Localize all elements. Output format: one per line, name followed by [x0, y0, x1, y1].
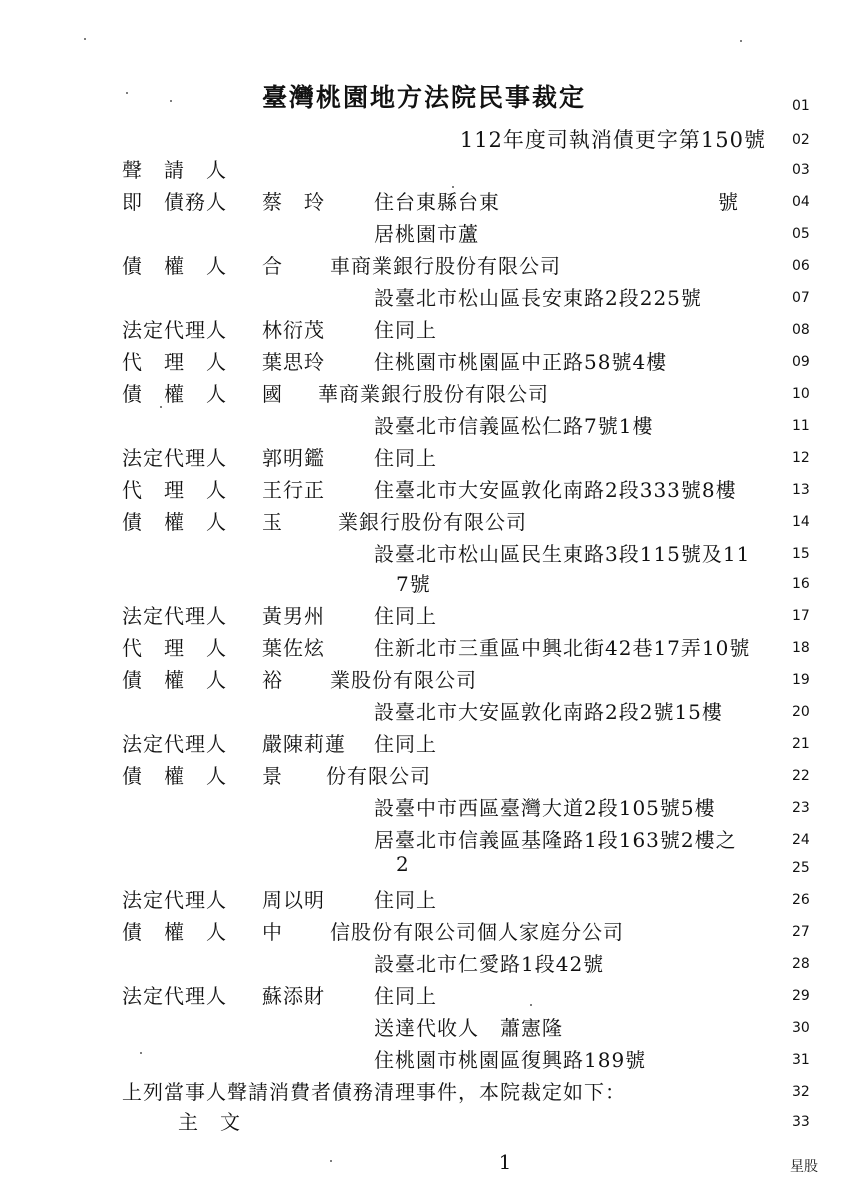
line-number: 19	[792, 672, 810, 688]
line-text: 住同上	[374, 604, 437, 628]
line-text: 葉佐炫	[262, 636, 325, 660]
line-number: 14	[792, 514, 810, 530]
page-number: 1	[498, 1150, 512, 1174]
line-number: 12	[792, 450, 810, 466]
line-text: 住桃園市桃園區復興路189號	[374, 1048, 647, 1072]
line-text: 華商業銀行股份有限公司	[318, 382, 549, 406]
line-text: 設臺北市松山區民生東路3段115號及11	[374, 542, 751, 566]
line-number: 03	[792, 162, 810, 178]
line-text: 主 文	[178, 1110, 241, 1134]
line-number: 23	[792, 800, 810, 816]
case-number: 112年度司執消債更字第150號	[459, 128, 766, 152]
line-text: 居臺北市信義區基隆路1段163號2樓之	[374, 828, 737, 852]
scan-speck	[330, 1160, 332, 1162]
scan-speck	[140, 1052, 142, 1054]
line-text: 住同上	[374, 984, 437, 1008]
line-text: 2	[396, 852, 410, 876]
line-text: 業銀行股份有限公司	[338, 510, 527, 534]
line-text: 上列當事人聲請消費者債務清理事件，本院裁定如下：	[122, 1080, 626, 1104]
line-number: 27	[792, 924, 810, 940]
line-number: 21	[792, 736, 810, 752]
scan-speck	[452, 186, 454, 188]
line-text: 法定代理人	[122, 984, 227, 1008]
line-text: 居桃園市蘆	[374, 222, 479, 246]
line-text: 法定代理人	[122, 604, 227, 628]
line-number: 25	[792, 860, 810, 876]
line-text: 住台東縣台東	[374, 190, 500, 214]
section-label: 星股	[790, 1159, 818, 1175]
line-text: 法定代理人	[122, 446, 227, 470]
line-text: 業股份有限公司	[330, 668, 477, 692]
line-text: 住臺北市大安區敦化南路2段333號8樓	[374, 478, 737, 502]
line-number: 06	[792, 258, 810, 274]
line-number: 31	[792, 1052, 810, 1068]
line-text: 國	[262, 382, 283, 406]
scan-speck	[160, 406, 162, 408]
line-number: 16	[792, 576, 810, 592]
line-text: 住新北市三重區中興北街42巷17弄10號	[374, 636, 751, 660]
document-title: 臺灣桃園地方法院民事裁定	[261, 83, 586, 112]
line-number: 08	[792, 322, 810, 338]
line-text: 設臺北市松山區長安東路2段225號	[374, 286, 702, 310]
line-number: 29	[792, 988, 810, 1004]
line-number: 15	[792, 546, 810, 562]
line-number: 22	[792, 768, 810, 784]
line-number: 32	[792, 1084, 810, 1100]
line-text: 法定代理人	[122, 732, 227, 756]
line-number: 01	[792, 98, 810, 114]
line-number: 13	[792, 482, 810, 498]
line-text: 中	[262, 920, 283, 944]
scan-speck	[126, 92, 128, 94]
line-text: 設臺中市西區臺灣大道2段105號5樓	[374, 796, 716, 820]
line-text: 裕	[262, 668, 283, 692]
line-text: 林衍茂	[262, 318, 325, 342]
line-number: 07	[792, 290, 810, 306]
line-text: 號	[718, 190, 739, 214]
line-text: 設臺北市信義區松仁路7號1樓	[374, 414, 654, 438]
line-text: 玉	[262, 510, 283, 534]
line-text: 設臺北市大安區敦化南路2段2號15樓	[374, 700, 723, 724]
line-text: 王行正	[262, 478, 325, 502]
line-text: 代 理 人	[122, 478, 227, 502]
line-number: 02	[792, 132, 810, 148]
line-text: 蘇添財	[262, 984, 325, 1008]
line-number: 05	[792, 226, 810, 242]
line-text: 債 權 人	[122, 764, 227, 788]
line-text: 住同上	[374, 888, 437, 912]
line-number: 24	[792, 832, 810, 848]
line-text: 住同上	[374, 318, 437, 342]
line-text: 代 理 人	[122, 636, 227, 660]
line-number: 26	[792, 892, 810, 908]
line-text: 住桃園市桃園區中正路58號4樓	[374, 350, 668, 374]
line-number: 28	[792, 956, 810, 972]
line-text: 合	[262, 254, 283, 278]
line-text: 代 理 人	[122, 350, 227, 374]
scan-speck	[170, 100, 172, 102]
line-text: 設臺北市仁愛路1段42號	[374, 952, 605, 976]
line-number: 11	[792, 418, 810, 434]
line-text: 黃男州	[262, 604, 325, 628]
line-number: 20	[792, 704, 810, 720]
line-text: 份有限公司	[326, 764, 431, 788]
line-text: 周以明	[262, 888, 325, 912]
line-text: 法定代理人	[122, 888, 227, 912]
line-text: 7號	[396, 572, 431, 596]
line-text: 景	[262, 764, 283, 788]
line-number: 09	[792, 354, 810, 370]
line-text: 送達代收人 蕭憲隆	[374, 1016, 563, 1040]
line-number: 17	[792, 608, 810, 624]
line-text: 住同上	[374, 732, 437, 756]
line-text: 即 債務人	[122, 190, 227, 214]
line-number: 10	[792, 386, 810, 402]
line-text: 信股份有限公司個人家庭分公司	[330, 920, 624, 944]
line-text: 法定代理人	[122, 318, 227, 342]
line-number: 04	[792, 194, 810, 210]
line-number: 33	[792, 1114, 810, 1130]
line-text: 嚴陳莉蓮	[262, 732, 346, 756]
line-text: 聲 請 人	[122, 158, 227, 182]
scan-speck	[530, 1004, 532, 1006]
scan-speck	[84, 38, 86, 40]
line-text: 債 權 人	[122, 510, 227, 534]
line-number: 30	[792, 1020, 810, 1036]
line-text: 債 權 人	[122, 668, 227, 692]
line-text: 住同上	[374, 446, 437, 470]
line-text: 債 權 人	[122, 254, 227, 278]
scan-speck	[740, 40, 742, 42]
line-text: 車商業銀行股份有限公司	[330, 254, 561, 278]
line-text: 郭明鑑	[262, 446, 325, 470]
line-text: 債 權 人	[122, 382, 227, 406]
line-text: 蔡 玲	[262, 190, 325, 214]
line-number: 18	[792, 640, 810, 656]
line-text: 葉思玲	[262, 350, 325, 374]
line-text: 債 權 人	[122, 920, 227, 944]
